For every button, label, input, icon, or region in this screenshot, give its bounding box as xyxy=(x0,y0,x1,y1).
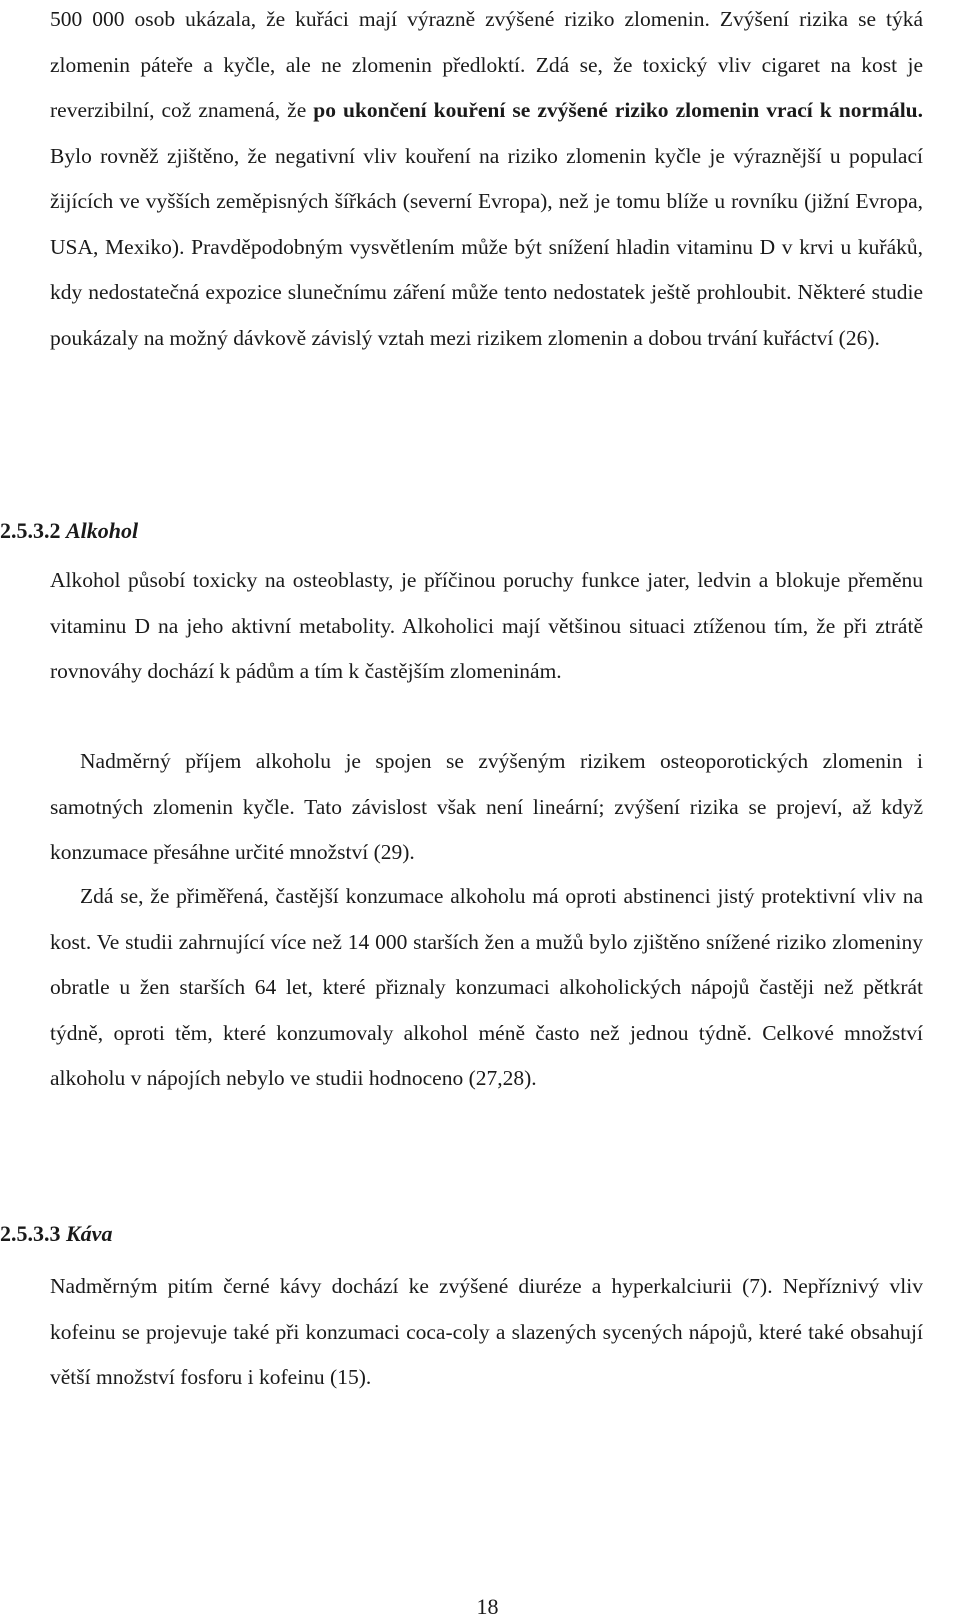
smoking-text-end: Bylo rovněž zjištěno, že negativní vliv kouření na riziko zlomenin kyčle je výraznější u populací žijících ve vyšších zeměpisných šířkách (severní Evropa), než je tomu blíže u rovníku (jižní Evropa, USA, Mexiko). Pravděpodobným vysvětlením může být snížení hladin vitaminu D v krvi u kuřáků, kdy nedostatečná expozice slunečnímu záření může tento nedostatek ještě prohloubit. Některé studie poukázaly na možný dávkově závislý vztah mezi rizikem zlomenin a dobou trvání kuřáctví (26). xyxy=(50,143,923,350)
smoking-text-start: 500 000 osob ukázala, že kuřáci mají výrazně zvýšené riziko zlomenin. Zvýšení rizika se týká zlomenin páteře a kyčle, ale ne zlomenin předloktí. Zdá se, že toxický vliv cigaret na kost je reverzibilní, což znamená, že xyxy=(50,7,923,122)
section-heading-kava xyxy=(0,1219,112,1249)
kava-paragraph-1: Nadměrným pitím černé kávy dochází ke zvýšené diuréze a hyperkalciurii (7). Nepříznivý vliv kofeinu se projevuje také při konzumaci coca-coly a slazených sycených nápojů, které také obsahují větší množství fosforu i kofeinu (15). xyxy=(50,1274,923,1389)
section-heading-alkohol xyxy=(0,516,138,546)
smoking-paragraph xyxy=(50,0,923,361)
alkohol-paragraph-3: Zdá se, že přiměřená, častější konzumace alkoholu má oproti abstinenci jistý protektivní vliv na kost. Ve studii zahrnující více než 14 000 starších žen a mužů bylo zjištěno snížené riziko zlomeniny obratle u žen starších 64 let, které přiznaly konzumaci alkoholických nápojů častěji než pětkrát týdně, oproti těm, které konzumovaly alkohol méně často než jednou týdně. Celkové množství alkoholu v nápojích nebylo ve studii hodnoceno (27,28). xyxy=(50,884,923,1090)
section-number: 2.5.3.2 xyxy=(0,518,61,543)
section-title: Káva xyxy=(66,1221,113,1246)
page-number: 18 xyxy=(476,1594,499,1619)
smoking-bold-statement: po ukončení kouření se zvýšené riziko zlomenin vrací k normálu. xyxy=(313,98,924,122)
alkohol-paragraph-2: Nadměrný příjem alkoholu je spojen se zvýšeným rizikem osteoporotických zlomenin i samotných zlomenin kyčle. Tato závislost však není lineární; zvýšení rizika se projeví, až když konzumace přesáhne určité množství (29). xyxy=(50,749,923,864)
section-number: 2.5.3.3 xyxy=(0,1221,61,1246)
section-title: Alkohol xyxy=(66,518,139,543)
alkohol-paragraph-1: Alkohol působí toxicky na osteoblasty, je příčinou poruchy funkce jater, ledvin a blokuje přeměnu vitaminu D na jeho aktivní metabolity. Alkoholici mají většinou situaci ztíženou tím, že při ztrátě rovnováhy dochází k pádům a tím k častějším zlomeninám. xyxy=(50,568,923,683)
